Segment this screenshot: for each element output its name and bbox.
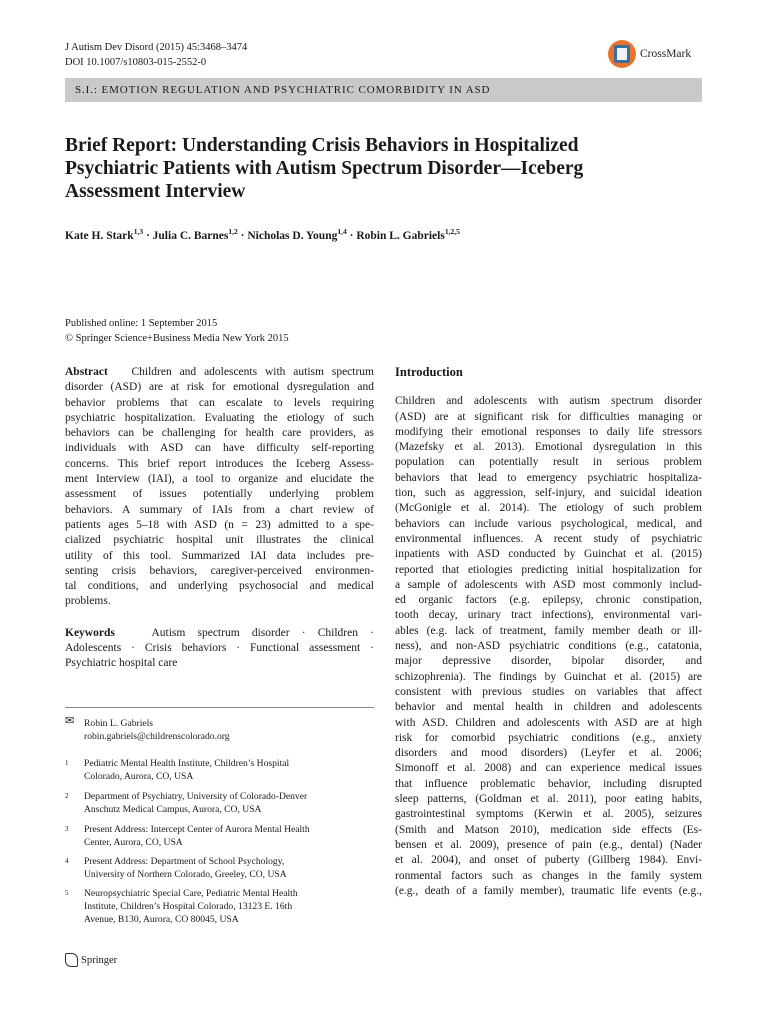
abstract-line: behaviors. A summary of IAIs from a chart review of — [65, 503, 374, 516]
crossmark-button[interactable] — [608, 40, 691, 68]
author-name[interactable]: Nicholas D. Young — [247, 229, 338, 242]
introduction-line: ed organic factors (e.g. epilepsy, chronic constipation, — [395, 594, 702, 607]
abstract-section — [65, 365, 374, 672]
introduction-line: (Smith and Matson 2010), medication side effects (Es- — [395, 823, 702, 836]
footnote-item — [65, 887, 374, 926]
introduction-line: tion, such as aggression, self-injury, and suicidal ideation — [395, 487, 702, 500]
introduction-line: sleep patterns, (Goldman et al. 2011), poor eating habits, — [395, 793, 702, 806]
crossmark-icon — [608, 40, 636, 68]
footnote-line: Anschutz Medical Campus, Aurora, CO, USA — [84, 804, 262, 815]
journal-citation: J Autism Dev Disord (2015) 45:3468–3474 — [65, 42, 248, 53]
section-band: S.I.: EMOTION REGULATION AND PSYCHIATRIC COMORBIDITY IN ASD — [65, 78, 702, 102]
introduction-line: schizophrenia). The findings by Guinchat et al. (2015) are — [395, 670, 702, 683]
abstract-line: cialized psychiatric hospital unit illustrates the clinical — [65, 534, 374, 547]
author-affiliation: 1,2,5 — [444, 227, 460, 236]
abstract-line: behavior problems that can escalate to levels requiring — [65, 396, 374, 409]
abstract-line: assessment of issues potentially underlying problem — [65, 488, 374, 501]
title-line: Psychiatric Patients with Autism Spectrum Disorder—Iceberg — [65, 158, 584, 179]
abstract-line: behaviors can be challenging for health care providers, as — [65, 427, 374, 440]
author-list: Kate H. Stark$^{1,3}$ · Julia C. Barnes$^{1,2}$ · Nicholas D. Young$^{1,4}$ · Robin L. Gabriels$^{1,2,5}$ — [65, 227, 460, 242]
introduction-line: behaviors can include various psychological, medical, and — [395, 517, 702, 530]
footnote-number: 1 — [65, 759, 69, 767]
introduction-line: tooth decay, urinary tract infections), environmental vari- — [395, 609, 702, 622]
footnote-line: Present Address: Intercept Center of Aurora Mental Health — [84, 824, 310, 835]
introduction-line: reported that etiologies predicting initial hospitalization for — [395, 563, 702, 576]
abstract-body — [65, 365, 374, 610]
copyright-line: © Springer Science+Business Media New York 2015 — [65, 333, 289, 344]
introduction-line: a sample of adolescents with ASD most commonly includ- — [395, 578, 702, 591]
introduction-line: with ASD. Children and adolescents with ASD are at high — [395, 716, 702, 729]
envelope-icon: ✉ — [65, 715, 75, 727]
introduction-line: gastrointestinal symptoms (Kerwin et al. 2005), seizures — [395, 808, 702, 821]
correspondence-name: Robin L. Gabriels — [84, 718, 154, 729]
introduction-line: Children and adolescents with autism spectrum disorder — [395, 395, 702, 408]
abstract-line: senting crisis behaviors, caregiver-perceived environmen- — [65, 564, 374, 577]
abstract-line: concerns. This brief report introduces the Iceberg Assess- — [65, 457, 374, 470]
introduction-line: consistent with previous studies on variables that affect — [395, 685, 702, 698]
correspondence-note — [65, 717, 374, 743]
author-name[interactable]: Julia C. Barnes — [152, 229, 229, 242]
introduction-line: that influence problematic behavior, including disrupted — [395, 777, 702, 790]
footnote-number: 5 — [65, 889, 69, 897]
footnote-divider — [65, 707, 374, 708]
footnote-line: Colorado, Aurora, CO, USA — [84, 771, 194, 782]
abstract-line: individuals with ASD can have difficulty self-reporting — [65, 442, 374, 455]
footnote-item — [65, 790, 374, 816]
introduction-line: major depressive disorder, bipolar disorder, and — [395, 655, 702, 668]
introduction-body — [395, 394, 702, 899]
correspondence-email[interactable]: robin.gabriels@childrenscolorado.org — [84, 731, 230, 742]
footnote-line: Department of Psychiatry, University of Colorado-Denver — [84, 791, 308, 802]
introduction-line: behaviors that lead to emergency psychiatric hospitaliza- — [395, 471, 702, 484]
footnote-line: Avenue, B130, Aurora, CO 80045, USA — [84, 914, 239, 925]
introduction-section — [395, 365, 702, 899]
introduction-line: et al. 2004), and onset of puberty (Gillberg 1984). Envi- — [395, 854, 702, 867]
introduction-line: disorders and mood disorders) (Leyfer et al. 2006; — [395, 747, 702, 760]
abstract-line: utility of this tool. Summarized IAI data includes pre- — [65, 549, 374, 562]
footnote-number: 4 — [65, 857, 69, 865]
author-name[interactable]: Kate H. Stark — [65, 229, 134, 242]
introduction-line: modifying their emotional responses to daily life stressors — [395, 425, 702, 438]
abstract-line: problems. — [65, 595, 111, 608]
footnote-line: University of Northern Colorado, Greeley, CO, USA — [84, 869, 287, 880]
introduction-line: inpatients with ASD conducted by Guinchat et al. (2015) — [395, 548, 702, 561]
introduction-line: ronmental factors such as changes in the family system — [395, 869, 702, 882]
journal-meta — [65, 40, 247, 70]
abstract-line: patients ages 5–18 with ASD (n = 23) admitted to a spe- — [65, 518, 374, 531]
doi-line[interactable]: DOI 10.1007/s10803-015-2552-0 — [65, 57, 207, 68]
abstract-line: disorder (ASD) are at risk for emotional dysregulation and — [65, 381, 374, 394]
introduction-line: ables (e.g. lack of treatment, family member death or ill- — [395, 624, 702, 637]
introduction-line: population can potentially result in serious problem — [395, 456, 702, 469]
introduction-line: (Mazefsky et al. 2013). Emotional dysregulation in this — [395, 441, 702, 454]
footnote-number: 3 — [65, 825, 69, 833]
abstract-line: psychiatric hospitalization. Evaluating the etiology of such — [65, 411, 374, 424]
abstract-label: Abstract — [65, 366, 108, 378]
introduction-line: bensen et al. 2009), presence of pain (e.g., dental) (Nader — [395, 838, 702, 851]
introduction-line: risk for comorbid psychiatric conditions (e.g., anxiety — [395, 731, 702, 744]
author-affiliation: 1,3 — [133, 227, 144, 236]
footnote-item — [65, 823, 374, 849]
introduction-line: environmental influences. A recent study of psychiatric — [395, 532, 702, 545]
author-affiliation: 1,2 — [228, 227, 238, 236]
footnote-line: Institute, Children’s Hospital Colorado, 13123 E. 16th — [84, 901, 293, 912]
footnote-line: Pediatric Mental Health Institute, Children’s Hospital — [84, 758, 290, 769]
keywords-block — [65, 626, 374, 672]
publisher-footer — [65, 953, 117, 967]
title-line: Assessment Interview — [65, 181, 246, 202]
author-affiliation: 1,4 — [337, 227, 347, 236]
introduction-line: (e.g., death of a family member), traumatic life events (e.g., — [395, 884, 702, 897]
keywords-line: Autism spectrum disorder · Children · — [151, 626, 375, 639]
article-title — [65, 134, 685, 203]
abstract-line: ment Interview (IAI), a tool to organize and elucidate the — [65, 473, 374, 486]
footnote-item — [65, 855, 374, 881]
author-name[interactable]: Robin L. Gabriels — [356, 229, 445, 242]
section-heading: Introduction — [395, 365, 463, 379]
crossmark-label: CrossMark — [640, 48, 692, 60]
introduction-line: (ASD) are at significant risk for difficulties managing or — [395, 410, 702, 423]
footnote-line: Center, Aurora, CO, USA — [84, 837, 183, 848]
springer-horse-icon — [65, 953, 78, 967]
publication-info — [65, 316, 289, 346]
footnote-item — [65, 757, 374, 783]
abstract-line: tal conditions, and underlying psychosocial and medical — [65, 580, 374, 593]
keywords-line: Psychiatric hospital care — [65, 657, 178, 670]
footnote-line: Present Address: Department of School Psychology, — [84, 856, 285, 867]
abstract-line: Children and adolescents with autism spectrum — [131, 366, 374, 378]
keywords-line: Adolescents · Crisis behaviors · Functional assessment · — [65, 642, 374, 655]
introduction-line: behavior and mental health in children and adolescents — [395, 701, 702, 714]
introduction-line: Simonoff et al. 2008) and can experience medical issues — [395, 762, 702, 775]
introduction-line: (McGonigle et al. 2014). The etiology of such problem — [395, 502, 702, 515]
footnote-number: 2 — [65, 792, 69, 800]
published-date: Published online: 1 September 2015 — [65, 318, 218, 329]
footnote-line: Neuropsychiatric Special Care, Pediatric Mental Health — [84, 888, 298, 899]
title-line: Brief Report: Understanding Crisis Behaviors in Hospitalized — [65, 135, 579, 156]
introduction-line: ness), and non-ASD psychiatric conditions (e.g., catatonia, — [395, 640, 702, 653]
keywords-label: Keywords — [65, 626, 115, 639]
publisher-name: Springer — [81, 954, 118, 966]
